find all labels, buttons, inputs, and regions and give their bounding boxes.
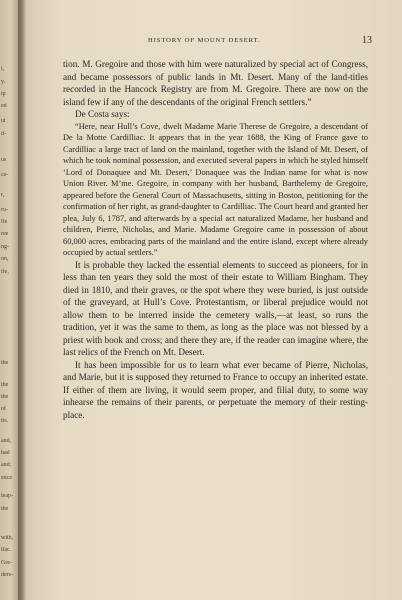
- facing-page-fragment: Gre-: [1, 560, 12, 566]
- facing-page-fragment: ru-: [1, 207, 8, 213]
- page-number: 13: [362, 35, 372, 46]
- facing-page-fragment: llac.: [1, 547, 12, 553]
- facing-page-fragment: y.: [1, 79, 6, 85]
- facing-page-fragment: and;: [1, 462, 12, 468]
- facing-page-fragment: ife,: [1, 269, 9, 275]
- facing-page-fragment: dere-: [1, 572, 14, 578]
- paragraph-quotation: “Here, near Hull’s Cove, dwelt Madame Marie Therese de Gregoire, a descendant of De la Motte Cardilliac. It appears that in the year 1688, the King of France gave to Cardilliac a large tract of land on the mainland, together with the Island of Mt. Desert, of which he took nominal possession, and executed several papers in which he styled himself ‘Lord of Donaquee and Mt. Desert,’ Donaquee was the Indian name for what is now Union River. M’me. Gregoire, in company with her husband, Barthelemy de Gregoire, appeared before the General Court of Massachusetts, sitting in Boston, petitioning for the confirmation of her right, as grand-daughter to Cardilliac. The Court heard and granted her plea, July 6, 1787, and afterwards by a special act naturalized Madame, her husband and children, Pierre, Nicholas, and Marie. Madame Gregoire came in possession of about 60,000 acres, embracing parts of the mainland and the entire island, except where already occupied by actual settlers.”: [63, 121, 368, 257]
- paragraph-continuation: tion. M. Gregoire and those with him were naturalized by special act of Congress, and became possessors of public lands in Mt. Desert. Many of the land-titles recorded in the Hancock Registry are from M. Gregoire. There are now on the island few if any of the descendants of the original French settlers.”: [63, 59, 368, 107]
- facing-page-fragment: with,: [1, 535, 14, 541]
- facing-page-fragment: d-: [1, 131, 6, 137]
- facing-page-fragment: ed: [1, 103, 7, 109]
- facing-page-fragment: l,: [1, 66, 5, 72]
- facing-page-fragment: ce-: [1, 172, 9, 178]
- running-head: HISTORY OF MOUNT DESERT.: [148, 37, 261, 44]
- facing-page-edge: [0, 0, 18, 600]
- facing-page-fragment: the: [1, 360, 9, 366]
- paragraph-pioneers: It is probable they lacked the essential elements to succeed as pioneers, for in less than ten years they sold the most of their estate to William Bingham. They died in 1810, and their graves, or the spot where they were buried, is just outside of the graveyard, at Hull’s Cove. Protestantism, or liberal prejudice would not allow them to be interred inside the cemetery walls,—at least, so runs the tradition, yet it was the same to them, as long as the place was not blessed by a priest with book and cross; and there they are, if the reader can imagine where, the last relics of the French on Mt. Desert.: [63, 259, 368, 357]
- book-page: [26, 0, 402, 600]
- facing-page-fragment: and,: [1, 438, 12, 444]
- page-header: [148, 35, 372, 47]
- facing-page-fragment: ence: [1, 475, 12, 481]
- book-gutter: [18, 0, 26, 600]
- facing-page-fragment: ng-: [1, 244, 9, 250]
- facing-page-fragment: us: [1, 157, 7, 163]
- facing-page-fragment: ree: [1, 231, 9, 237]
- body-text: [63, 58, 368, 421]
- facing-page-fragment: ip: [1, 91, 6, 97]
- facing-page-fragment: had: [1, 450, 10, 456]
- facing-page-fragment: tts.: [1, 418, 9, 424]
- facing-page-fragment: lfe: [1, 219, 8, 225]
- facing-page-fragment: ut: [1, 118, 6, 124]
- facing-page-fragment: of: [1, 406, 6, 412]
- paragraph-attribution: De Costa says:: [75, 109, 130, 119]
- facing-page-fragment: the: [1, 394, 9, 400]
- facing-page-fragment: leap-: [1, 493, 13, 499]
- paragraph-descendants: It has been impossible for us to learn what ever became of Pierre, Nicholas, and Marie, but it is supposed they returned to France to occupy an inherited estate. If either of them are living, it would seem proper, and filial duty, to some way inhearse the remains of their parents, or perpetuate the memory of their resting-place.: [63, 359, 368, 420]
- facing-page-fragment: r,: [1, 192, 5, 198]
- facing-page-fragment: on,: [1, 256, 9, 262]
- facing-page-fragment: the: [1, 382, 9, 388]
- facing-page-fragment: the: [1, 506, 9, 512]
